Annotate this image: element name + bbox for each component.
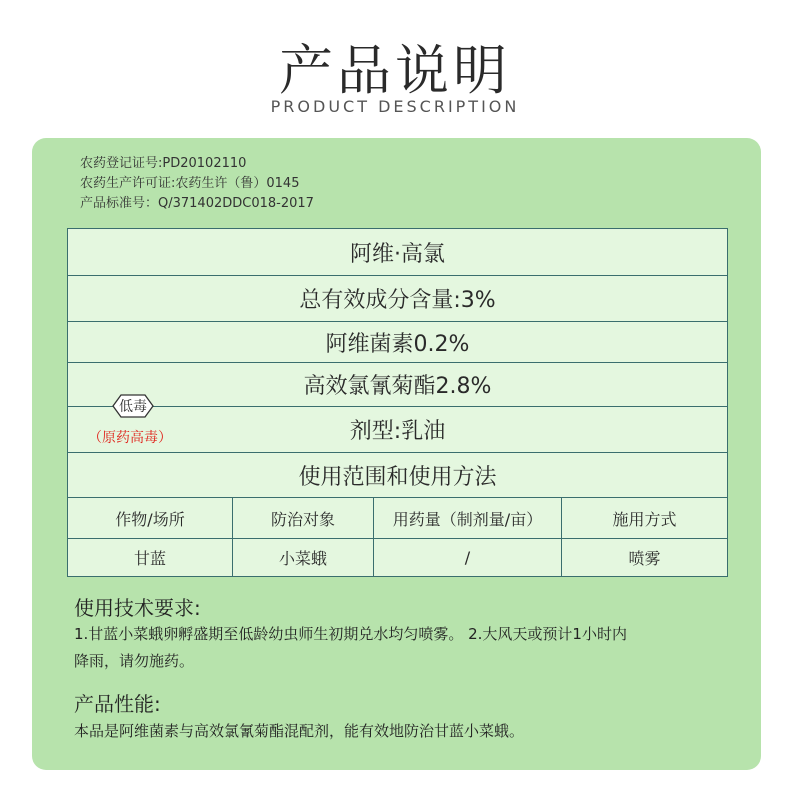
performance-text: 本品是阿维菌素与高效氯氰菊酯混配剂，能有效地防治甘蓝小菜蛾。 [74,722,525,740]
cell-target: 小菜蛾 [233,539,374,576]
tech-requirements-line2: 降雨，请勿施药。 [74,652,195,670]
table-row [68,539,727,576]
ingredient-cypermethrin: 高效氯氰菊酯2.8% [68,363,727,407]
column-header-target: 防治对象 [233,498,374,538]
column-header-crop: 作物/场所 [68,498,233,538]
column-header-dosage: 用药量（制剂量/亩） [374,498,562,538]
page-subtitle: PRODUCT DESCRIPTION [270,97,520,116]
product-name: 阿维·高氯 [68,229,727,276]
tech-requirements-heading: 使用技术要求: [74,596,201,620]
cell-method: 喷雾 [628,549,661,568]
tech-requirements-line1: 1.甘蓝小菜蛾卵孵盛期至低龄幼虫师生初期兑水均匀喷雾。 2.大风天或预计1小时内 [74,625,627,643]
production-license: 农药生产许可证:农药生许（鲁）0145 [80,176,300,191]
page-title: 产品说明 [279,39,511,102]
ingredient-abamectin: 阿维菌素0.2% [68,322,727,363]
usage-header-row [68,498,727,539]
toxicity-note: （原药高毒） [88,430,172,446]
column-header-method: 施用方式 [612,509,677,529]
performance-heading: 产品性能: [74,692,161,716]
product-standard: 产品标准号：Q/371402DDC018-2017 [80,196,314,211]
product-table [67,228,728,577]
formulation: 剂型:乳油 [68,407,727,453]
cell-dosage: / [374,539,562,576]
toxicity-label: 低毒 [119,399,147,415]
registration-number: 农药登记证号:PD20102110 [80,156,247,171]
cell-crop: 甘蓝 [68,539,233,576]
low-toxicity-badge [107,393,159,419]
usage-title: 使用范围和使用方法 [68,453,727,498]
total-content: 总有效成分含量:3% [68,276,727,322]
